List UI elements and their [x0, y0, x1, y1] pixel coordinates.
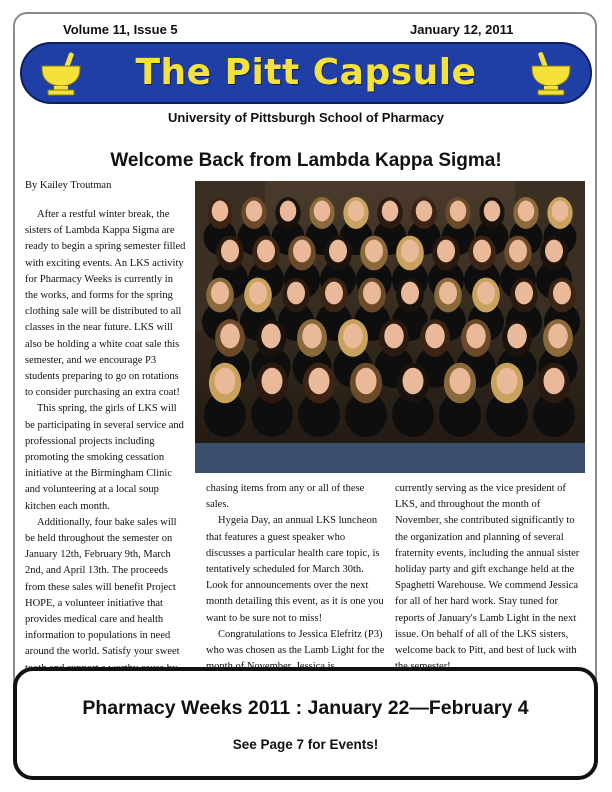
paragraph: Hygeia Day, an annual LKS luncheon that features a guest speaker who discusses a particular health care topic, is tentatively scheduled for March 30th. Look for announcements over the next month detailing this event, as it is one you want to be sure not to miss! [206, 515, 384, 624]
group-photo [195, 181, 585, 473]
paragraph: Additionally, four bake sales will be held throughout the semester on January 12th, February 9th, March 2nd, and April 13th. The proceeds from these sales will benefit Project HOPE, a volunteer initiative that provides medical care and health information to populations in need around the world. Satisfy your sweet [25, 516, 180, 658]
masthead-banner [20, 42, 592, 104]
volume-issue: Volume 11, Issue 5 [63, 22, 178, 37]
article-column-3 [395, 481, 585, 675]
mortar-pestle-icon [526, 50, 576, 98]
pharmacy-weeks-callout [13, 667, 598, 780]
callout-subline: See Page 7 for Events! [232, 737, 379, 752]
article-column-1 [25, 207, 187, 693]
paragraph: chasing items from any or all of these sales. [206, 483, 365, 511]
paragraph: Congratulations to Jessica Elefritz (P3) who was chosen as the Lamb Light for the [206, 628, 385, 657]
paragraph: currently serving as the vice president of LKS, and throughout the month of November, she contributed significantly to the organization and planning of several fraternity events, including the annual sister holiday party and gift exchange held at the Spaghetti Warehouse. We commend Jessica for all of her hard work. Stay tuned for reports of January's Lamb Light in the next issue. On behalf of all of the LKS sisters, welcome back to Pitt, and best of luck with [395, 483, 580, 657]
paragraph: After a restful winter break, the sisters of Lambda Kappa Sigma are ready to begin a spring semester filled with exciting events. An LKS activity for Pharmacy Weeks is currently in the works, and forms for the spring clothing sale will be distributed to all classes in the near future. LKS will also be holding a white coat sale this semester, and we encourage P3 students preparing to go on rotations to consider purchasing an extra coat! [25, 209, 186, 399]
group-photo-image [195, 181, 585, 473]
article-headline: Welcome Back from Lambda Kappa Sigma! [110, 150, 502, 171]
callout-headline: Pharmacy Weeks 2011 : January 22—February 4 [82, 697, 529, 719]
article-byline: By Kailey Troutman [25, 180, 112, 191]
paragraph: This spring, the girls of LKS will be participating in several service and professional projects including promoting the smoking cessation initiative at the Birmingham Clinic and volunteering at a local soup kitchen each month. [25, 403, 184, 512]
school-subtitle: University of Pittsburgh School of Pharmacy [168, 110, 444, 125]
newsletter-title: The Pitt Capsule [135, 52, 477, 93]
article-column-2 [206, 481, 386, 675]
issue-date: January 12, 2011 [410, 22, 514, 37]
